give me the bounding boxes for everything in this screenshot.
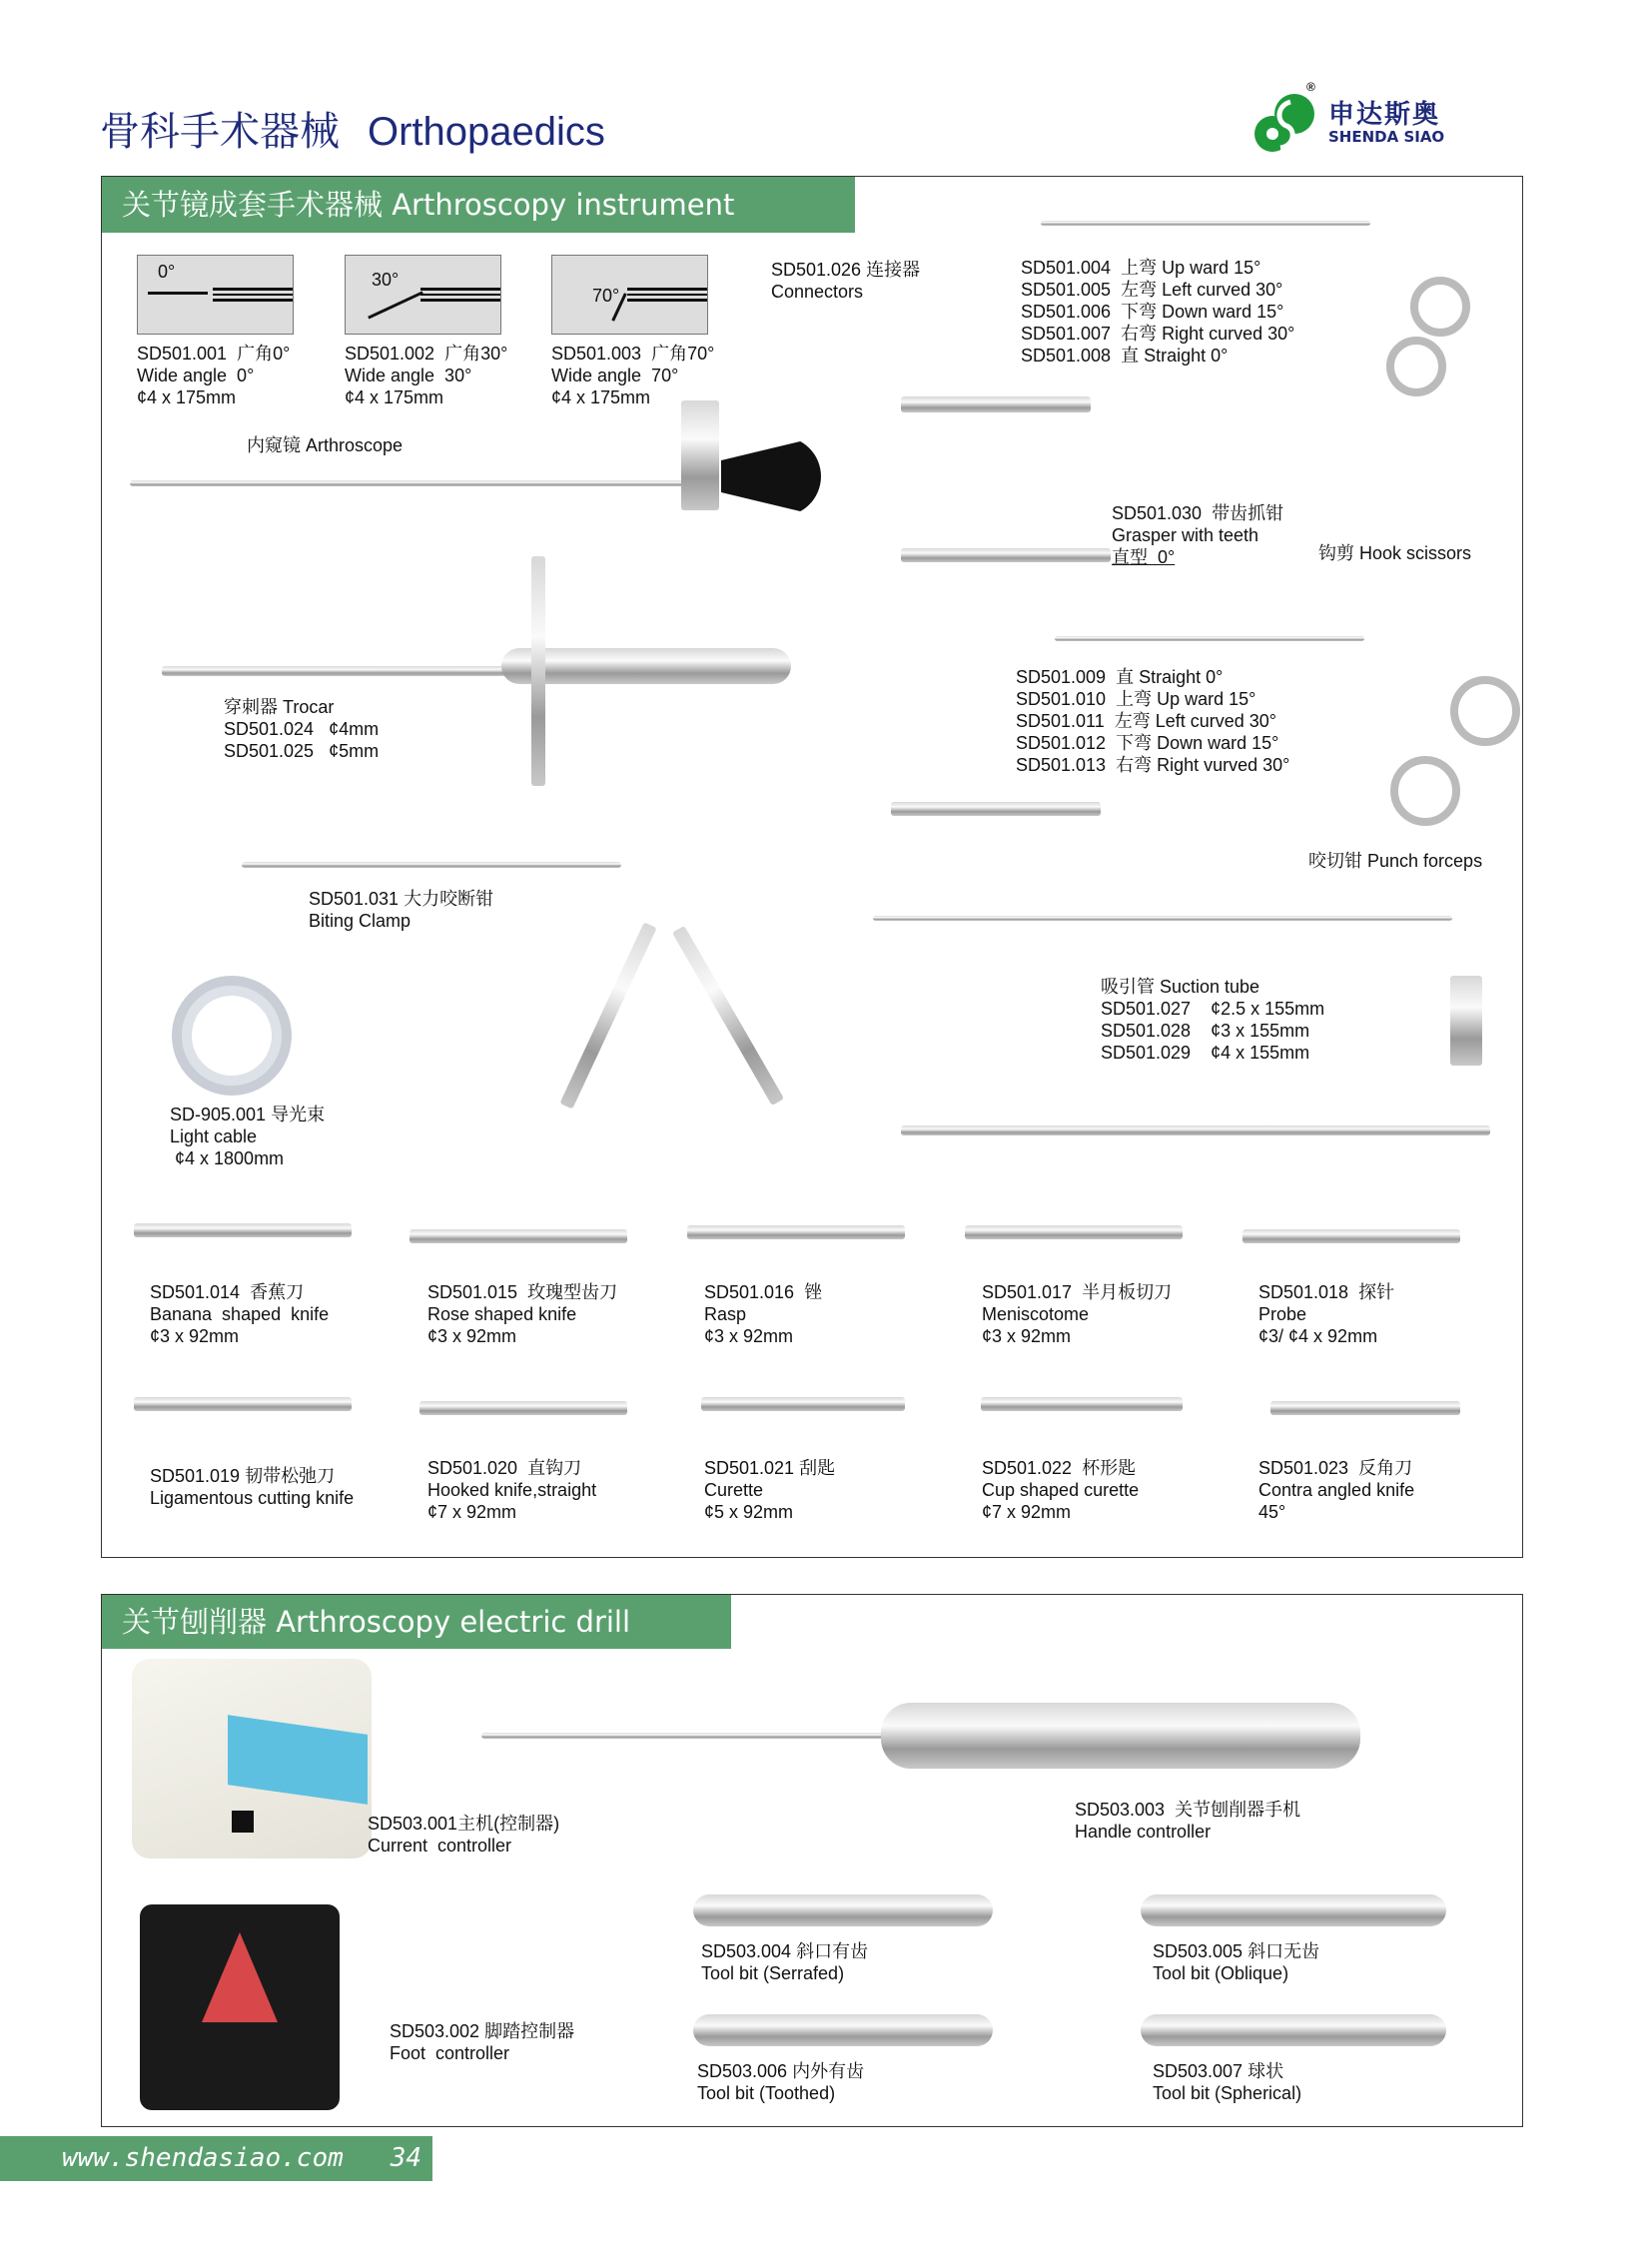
tool-image [701, 1397, 905, 1411]
controller-label: SD503.001主机(控制器) Current controller [368, 1814, 560, 1856]
trocar-label: 穿刺器 Trocar SD501.024 ¢4mm SD501.025 ¢5mm [224, 697, 380, 761]
registered-mark: ® [1306, 80, 1315, 94]
page-title [100, 100, 605, 157]
curette-021: SD501.021 刮匙 Curette ¢5 x 92mm [704, 1458, 836, 1522]
suction-label: 吸引管 Suction tube SD501.027 ¢2.5 x 155mm SD501.028 ¢3 x 155mm SD501.029 ¢4 x 155mm [1101, 977, 1325, 1063]
punch-ring [1450, 676, 1520, 746]
scissors-ring [1410, 277, 1470, 337]
suction-tube-handle [1450, 976, 1482, 1066]
tool-bit-004: SD503.004 斜口有齿 Tool bit (Serrafed) [701, 1941, 869, 1983]
arthroscope-shaft [130, 480, 689, 486]
handle-label: SD503.003 关节刨削器手机 Handle controller [1075, 1800, 1301, 1842]
rasp-016: SD501.016 锉 Rasp ¢3 x 92mm [704, 1282, 823, 1346]
curette-022: SD501.022 杯形匙 Cup shaped curette ¢7 x 92mm [982, 1458, 1140, 1522]
grasper-image [901, 548, 1111, 562]
page-number: 34 [390, 2143, 422, 2173]
arthroscope-70: SD501.003 广角70° Wide angle 70° ¢4 x 175mm [551, 344, 715, 407]
tool-bit-006: SD503.006 内外有齿 Tool bit (Toothed) [697, 2061, 865, 2103]
tool-image [134, 1397, 352, 1411]
handpiece-body [881, 1703, 1360, 1769]
foot-controller-image [140, 1904, 340, 2110]
arthroscope-0: SD501.001 广角0° Wide angle 0° ¢4 x 175mm [137, 344, 291, 407]
arthroscope-body [681, 400, 719, 510]
biting-clamp-handle [559, 922, 656, 1109]
logo-name-cn: 申达斯奥 [1328, 100, 1441, 130]
tool-bit-007: SD503.007 球状 Tool bit (Spherical) [1153, 2061, 1302, 2103]
tool-bit-oblique-image [1141, 1894, 1446, 1926]
tool-image [419, 1401, 627, 1415]
angle-label: 70° [592, 286, 620, 306]
hook-scissors-variants: SD501.004 上弯 Up ward 15° SD501.005 左弯 Left curved 30° SD501.006 下弯 Down ward 15° SD501.007 右弯 Right curved 30° SD501.008 直 Straight 0° [1021, 258, 1295, 366]
punch-ring [1390, 756, 1460, 826]
scissors-shaft [1041, 221, 1370, 226]
section-title: 关节刨削器 Arthroscopy electric drill [102, 1595, 731, 1649]
hook-scissors-label: 钩剪 Hook scissors [1318, 543, 1472, 563]
tool-bit-spherical-image [1141, 2014, 1446, 2046]
grasper-label: SD501.030 带齿抓钳 Grasper with teeth 直型 0° [1112, 503, 1284, 567]
connector-image [901, 396, 1091, 412]
light-cable-label: SD-905.001 导光束 Light cable ¢4 x 1800mm [170, 1105, 326, 1168]
knife-014: SD501.014 香蕉刀 Banana shaped knife ¢3 x 92mm [150, 1282, 330, 1346]
biting-clamp-handle [672, 926, 784, 1106]
tool-image [1270, 1401, 1460, 1415]
angle-70-diagram [551, 255, 708, 335]
scissors-ring [1386, 337, 1446, 396]
tool-bit-005: SD503.005 斜口无齿 Tool bit (Oblique) [1153, 1941, 1320, 1983]
tool-image [1242, 1229, 1460, 1243]
meniscotome-017: SD501.017 半月板切刀 Meniscotome ¢3 x 92mm [982, 1282, 1173, 1346]
tool-image [965, 1225, 1183, 1239]
punch-variants: SD501.009 直 Straight 0° SD501.010 上弯 Up ward 15° SD501.011 左弯 Left curved 30° SD501.012 下弯 Down ward 15° SD501.013 右弯 Right vurved 30° [1016, 667, 1290, 775]
angle-label: 30° [372, 270, 400, 290]
knife-019: SD501.019 韧带松弛刀 Ligamentous cutting knife [150, 1466, 355, 1508]
company-logo [1250, 80, 1450, 160]
suction-tube-shaft [873, 916, 1452, 921]
punch-shaft [1055, 636, 1364, 641]
punch-forceps-label: 咬切钳 Punch forceps [1308, 851, 1483, 871]
biting-clamp-shaft [242, 862, 621, 868]
title-cn: 骨科手术器械 [100, 109, 340, 155]
connectors-label: SD501.026 连接器 Connectors [771, 260, 921, 302]
angle-label: 0° [158, 262, 176, 282]
trocar-valve [531, 556, 545, 786]
tool-bit-serrated-image [693, 1894, 993, 1926]
title-en: Orthopaedics [368, 110, 605, 154]
probe-handle-image [901, 1125, 1490, 1135]
footer-bar [0, 2136, 432, 2181]
arthroscopy-instrument-section [101, 176, 1523, 1558]
arthroscope-label: 内窥镜 Arthroscope [247, 435, 404, 455]
light-cable-image [172, 976, 292, 1096]
tool-image [981, 1397, 1183, 1411]
probe-018: SD501.018 探针 Probe ¢3/ ¢4 x 92mm [1258, 1282, 1395, 1346]
punch-tip-image [891, 802, 1101, 816]
knife-020: SD501.020 直钩刀 Hooked knife,straight ¢7 x 92mm [427, 1458, 597, 1522]
controller-unit-image [132, 1659, 372, 1859]
angle-30-diagram [345, 255, 501, 335]
tool-bit-toothed-image [693, 2014, 993, 2046]
knife-015: SD501.015 玫瑰型齿刀 Rose shaped knife ¢3 x 92mm [427, 1282, 618, 1346]
website-url: www.shendasiao.com [62, 2143, 344, 2173]
electric-drill-section [101, 1594, 1523, 2127]
tool-image [687, 1225, 905, 1239]
knife-023: SD501.023 反角刀 Contra angled knife 45° [1258, 1458, 1415, 1522]
arthroscope-30: SD501.002 广角30° Wide angle 30° ¢4 x 175mm [345, 344, 508, 407]
tool-image [410, 1229, 627, 1243]
arthroscope-eyepiece [721, 436, 821, 516]
foot-controller-label: SD503.002 脚踏控制器 Foot controller [390, 2021, 575, 2063]
logo-mark-icon [1250, 88, 1320, 158]
section-title: 关节镜成套手术器械 Arthroscopy instrument [102, 177, 855, 233]
angle-0-diagram [137, 255, 294, 335]
biting-clamp-label: SD501.031 大力咬断钳 Biting Clamp [309, 889, 494, 931]
tool-image [134, 1223, 352, 1237]
logo-name-en: SHENDA SIAO [1328, 128, 1445, 146]
